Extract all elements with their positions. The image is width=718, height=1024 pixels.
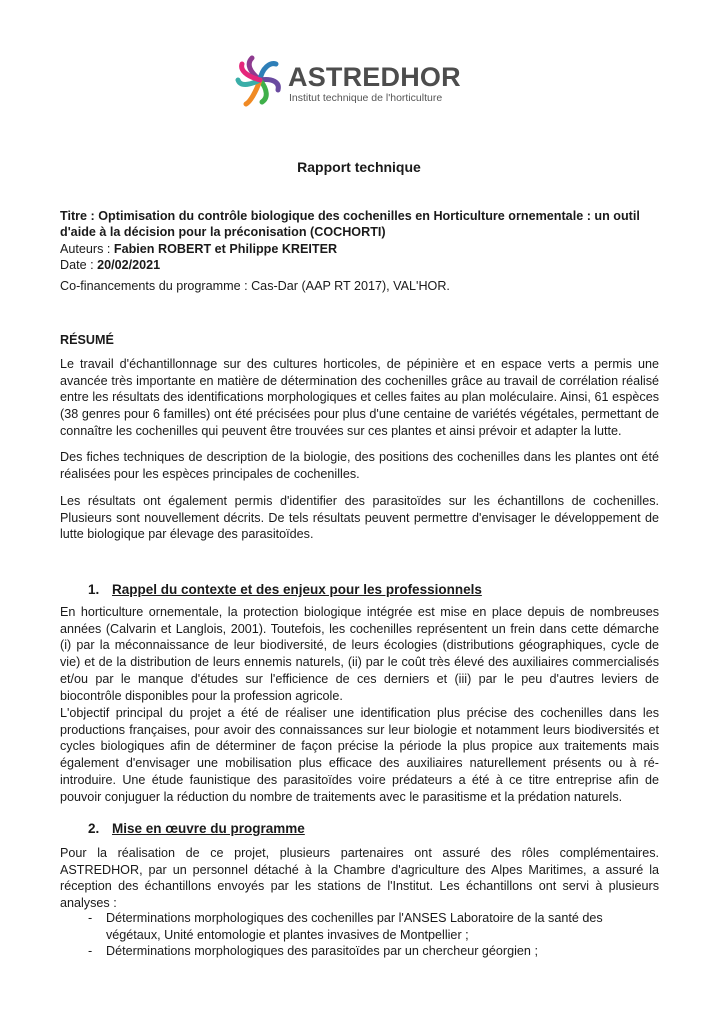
document-heading: Rapport technique: [297, 159, 421, 175]
list-item: [60, 910, 659, 943]
document-meta: [60, 208, 660, 274]
date-line: [60, 257, 660, 273]
authors-line: [60, 241, 660, 257]
flower-logo-icon: [232, 52, 288, 112]
resume-title: RÉSUMÉ: [60, 333, 114, 347]
section-2-heading: [88, 820, 305, 838]
title-line: [60, 208, 660, 241]
list-item-text: Déterminations morphologiques des cochenilles par l'ANSES Laboratoire de la santé des végétaux, Unité entomologie et plantes invasives de Montpellier ;: [106, 911, 603, 942]
date-label: Date :: [60, 258, 98, 273]
astredhor-logo: [232, 52, 492, 112]
resume-paragraph-1: Le travail d'échantillonnage sur des cultures horticoles, de pépinière et en espace verts a permis une avancée très importante en matière de détermination des cochenilles grâce au travail de corrélation réalisé entre les résultats des identifications morphologiques et celles faites au plan moléculaire. Ainsi, 61 espèces (38 genres pour 6 familles) ont été précisées pour plus d'une centaine de variétés végétales, permettant de connaître les cochenilles qui peuvent être trouvées sur ces plantes et ainsi prévoir et adapter la lutte.: [60, 357, 659, 438]
authors-label: Auteurs :: [60, 241, 114, 256]
section-1-number: 1.: [88, 582, 100, 597]
analyses-list: [60, 910, 659, 960]
section-1-title: Rappel du contexte et des enjeux pour les professionnels: [112, 582, 482, 597]
bullet-marker: -: [88, 911, 93, 925]
resume-paragraph-3: Les résultats ont également permis d'identifier des parasitoïdes sur les échantillons de cochenilles. Plusieurs sont nouvellement décrits. De tels résultats peuvent permettre d'envisager le développement de lutte biologique par élevage des parasitoïdes.: [60, 494, 659, 542]
section-2-title: Mise en œuvre du programme: [112, 821, 305, 836]
section-1-paragraph-2: L'objectif principal du projet a été de réaliser une identification plus précise des cochenilles dans les productions françaises, pour avoir des connaissances sur leur biologie et notamment leurs biodiversités et cycles biologiques afin de déterminer de façon précise la période la plus propice aux traitements mais également d'envisager une mobilisation plus efficace des auxiliaires naturellement présents ou à ré-introduire. Une étude faunistique des parasitoïdes voire prédateurs a été à ce titre entreprise afin de pouvoir conjuguer la réduction du nombre de traitements avec le parasitisme et la prédation naturels.: [60, 706, 659, 804]
title-label: Titre :: [60, 209, 99, 223]
section-2-number: 2.: [88, 821, 100, 836]
title-value: Optimisation du contrôle biologique des cochenilles en Horticulture ornementale : un outil d'aide à la décision pour la préconisation (COCHORTI): [60, 209, 640, 240]
bullet-marker: -: [88, 944, 93, 959]
resume-paragraph-2: Des fiches techniques de description de la biologie, des positions des cochenilles dans les plantes ont été réalisées pour les espèces principales de cochenilles.: [60, 450, 659, 481]
date-value: 20/02/2021: [97, 258, 161, 273]
authors-value: Fabien ROBERT et Philippe KREITER: [113, 241, 338, 256]
logo-name: ASTREDHOR: [288, 62, 461, 92]
logo-subtitle: Institut technique de l'horticulture: [289, 92, 443, 104]
section-2-paragraph-1: Pour la réalisation de ce projet, plusieurs partenaires ont assuré des rôles complémentaires. ASTREDHOR, par un personnel détaché à la Chambre d'agriculture des Alpes Maritimes, a assuré la réception des échantillons envoyés par les stations de l'Institut. Les échantillons ont servi à plusieurs analyses :: [60, 846, 659, 911]
list-item-text: Déterminations morphologiques des parasitoïdes par un chercheur géorgien ;: [106, 944, 538, 959]
cofinancing-line: Co-financements du programme : Cas-Dar (AAP RT 2017), VAL'HOR.: [60, 279, 450, 293]
section-1-heading: [88, 581, 482, 599]
list-item: [60, 943, 659, 960]
section-1-paragraph-1: En horticulture ornementale, la protection biologique intégrée est mise en place depuis de nombreuses années (Calvarin et Langlois, 2001). Toutefois, les cochenilles représentent un frein dans cette démarche (i) par la méconnaissance de leur biodiversité, de leurs écologies (distributions géographiques, cycle de vie) et de la distribution de leurs ennemis naturels, (ii) par le coût très élevé des auxiliaires commercialisés et/ou par le manque d'études sur l'efficience de ces derniers et (iii) par le peu d'autres leviers de biocontrôle disponibles pour la profession agricole.: [60, 605, 659, 703]
